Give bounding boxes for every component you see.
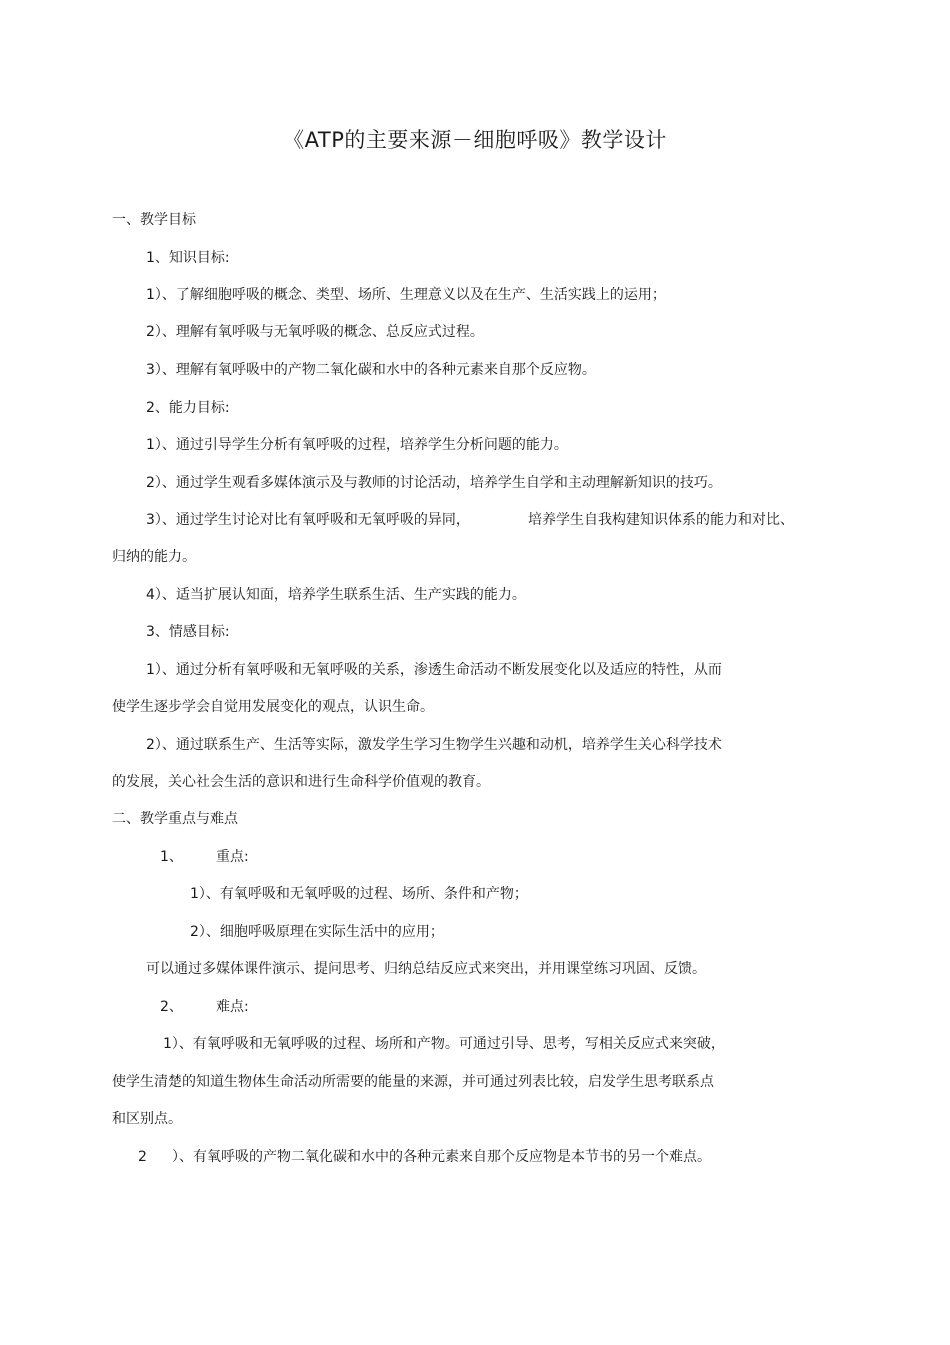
ability-goal-item-3-part2: 培养学生自我构建知识体系的能力和对比、 <box>528 512 794 528</box>
difficulty-item-2: ）、有氧呼吸的产物二氧化碳和水中的各种元素来自那个反应物是本节书的另一个难点。 <box>172 1149 711 1165</box>
ability-goal-item-3-continued: 归纳的能力。 <box>112 549 196 565</box>
knowledge-goal-item: 2）、理解有氧呼吸与无氧呼吸的概念、总反应式过程。 <box>146 324 484 340</box>
difficulty-number: 2、 <box>160 999 183 1015</box>
page-title: 《ATP的主要来源－细胞呼吸》教学设计 <box>283 128 667 152</box>
emotion-goal-item-2: 2）、通过联系生产、生活等实际，激发学生学习生物学生兴趣和动机，培养学生关心科学技术 <box>146 737 722 753</box>
focus-note: 可以通过多媒体课件演示、提问思考、归纳总结反应式来突出，并用课堂练习巩固、反馈。 <box>146 961 706 977</box>
difficulty-item-2-number: 2 <box>138 1149 147 1165</box>
ability-goal-item: 1）、通过引导学生分析有氧呼吸的过程，培养学生分析问题的能力。 <box>146 437 568 453</box>
ability-goals-heading: 2、能力目标: <box>146 400 230 416</box>
section-heading-objectives: 一、教学目标 <box>112 212 196 228</box>
knowledge-goals-heading: 1、知识目标: <box>146 250 230 266</box>
knowledge-goal-item: 1）、了解细胞呼吸的概念、类型、场所、生理意义以及在生产、生活实践上的运用； <box>146 287 666 303</box>
difficulty-label: 难点: <box>216 999 249 1015</box>
difficulty-item-1-continued: 和区别点。 <box>112 1111 182 1127</box>
emotion-goal-item-2-continued: 的发展，关心社会生活的意识和进行生命科学价值观的教育。 <box>112 774 490 790</box>
knowledge-goal-item: 3）、理解有氧呼吸中的产物二氧化碳和水中的各种元素来自那个反应物。 <box>146 362 596 378</box>
difficulty-item-1-continued: 使学生清楚的知道生物体生命活动所需要的能量的来源，并可通过列表比较，启发学生思考联系点 <box>112 1074 714 1090</box>
emotion-goals-heading: 3、情感目标: <box>146 624 230 640</box>
emotion-goal-item-1: 1）、通过分析有氧呼吸和无氧呼吸的关系，渗透生命活动不断发展变化以及适应的特性，从而 <box>146 662 722 678</box>
difficulty-item-1: 1）、有氧呼吸和无氧呼吸的过程、场所和产物。可通过引导、思考，写相关反应式来突破， <box>163 1036 725 1052</box>
focus-number: 1、 <box>160 849 183 865</box>
ability-goal-item: 2）、通过学生观看多媒体演示及与教师的讨论活动，培养学生自学和主动理解新知识的技巧。 <box>146 475 722 491</box>
focus-item: 2）、细胞呼吸原理在实际生活中的应用； <box>190 924 444 940</box>
focus-label: 重点: <box>216 849 249 865</box>
ability-goal-item-3-part1: 3）、通过学生讨论对比有氧呼吸和无氧呼吸的异同， <box>146 512 470 528</box>
focus-item: 1）、有氧呼吸和无氧呼吸的过程、场所、条件和产物； <box>190 886 528 902</box>
emotion-goal-item-1-continued: 使学生逐步学会自觉用发展变化的观点，认识生命。 <box>112 699 434 715</box>
section-heading-key-points: 二、教学重点与难点 <box>112 811 238 827</box>
ability-goal-item-4: 4）、适当扩展认知面，培养学生联系生活、生产实践的能力。 <box>146 587 526 603</box>
